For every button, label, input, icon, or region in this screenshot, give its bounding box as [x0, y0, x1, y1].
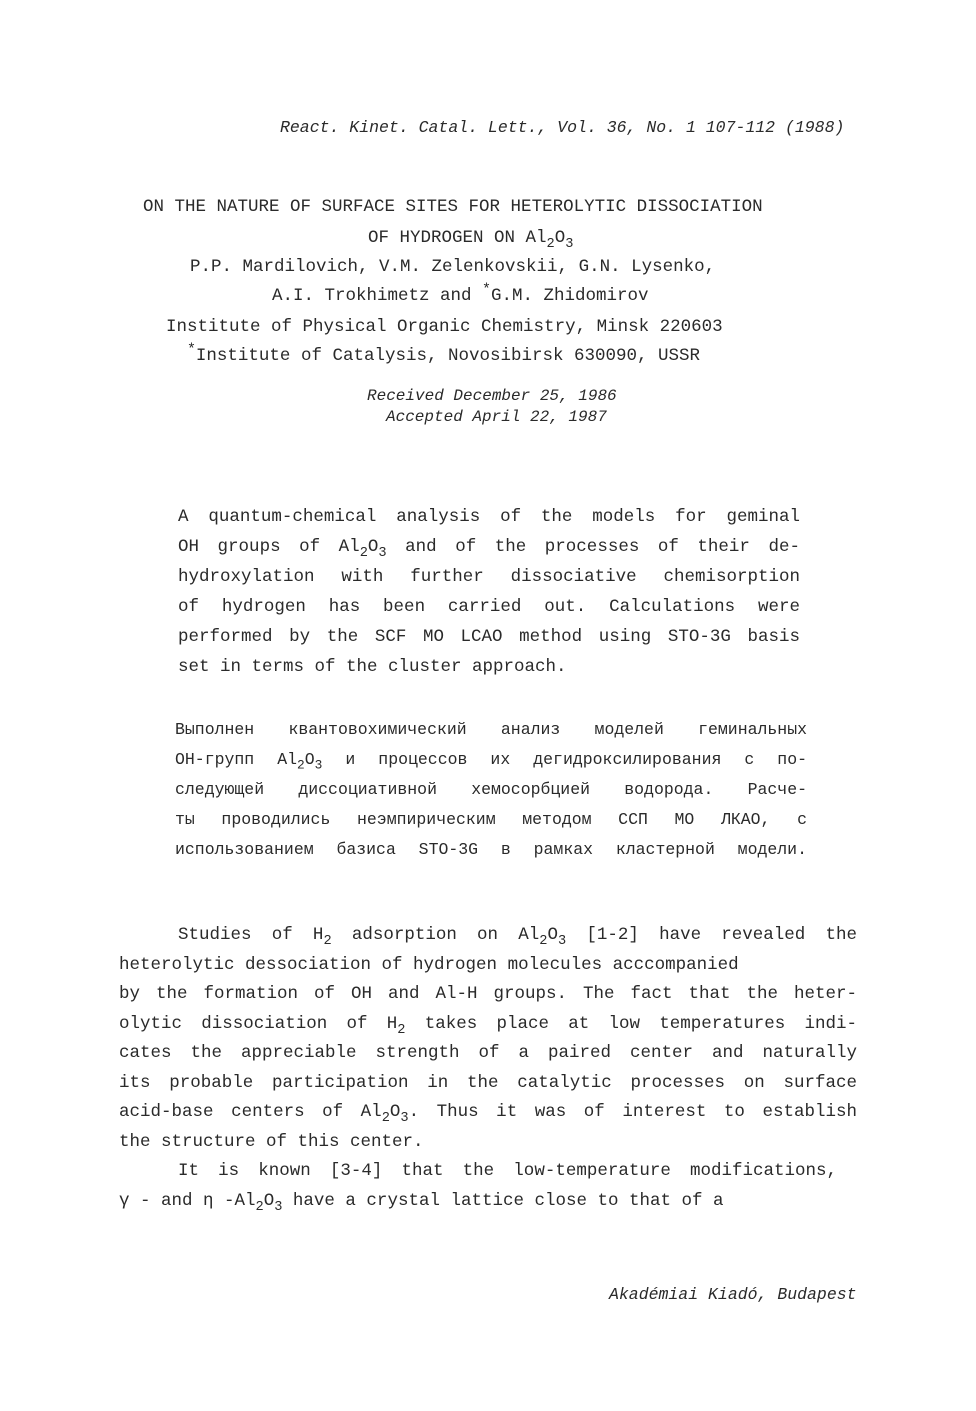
- abstract-russian: Выполнен квантовохимический анализ моделей геминальных ОН-групп $Al_2O_3$ и процессов их дегидроксилирования с по- следующей диссоциативной хемосорбцией водорода. Расче- ты проводились неэмпирическим методом ССП МО ЛКАО, с использованием базиса STO-3G в рамках кластерной модели.: [175, 720, 807, 859]
- authors-line1: P.P. Mardilovich, V.M. Zelenkovskii, G.N. Lysenko,: [190, 257, 716, 277]
- abstract-english: A quantum-chemical analysis of the models for geminal OH groups of $Al_2O_3$ and of the processes of their de- hydroxylation with further dissociative chemisorption of hydrogen has been carried out. Calculations were performed by the SCF MO LCAO method using STO-3G basis set in terms of the cluster approach.: [178, 507, 800, 677]
- accepted-date: Accepted April 22, 1987: [386, 408, 607, 426]
- affiliation-line2: *Institute of Catalysis, Novosibirsk 630090, USSR: [187, 342, 701, 366]
- affiliation-line1: Institute of Physical Organic Chemistry, Minsk 220603: [166, 317, 723, 337]
- body-paragraph-1: Studies of $H_2$ adsorption on $Al_2O_3$ [1-2] have revealed the heterolytic dessociation of hydrogen molecules acccompanied by the formation of OH and Al-H groups. The fact that the heter- olytic dissociation of $H_2$ takes place at low temperatures indi- cates the appreciable strength of a paired center and naturally its probable participation in the catalytic processes on surface acid-base centers of $Al_2O_3$. Thus it was of interest to establish the structure of this center.: [119, 925, 858, 1152]
- body-paragraph-2: It is known [3-4] that the low-temperature modifications, γ - and η $-Al_2O_3$ have a crystal lattice close to that of a: [119, 1161, 837, 1215]
- paper-title-line1: ON THE NATURE OF SURFACE SITES FOR HETEROLYTIC DISSOCIATION: [143, 197, 763, 217]
- journal-citation: React. Kinet. Catal. Lett., Vol. 36, No. 1 107-112 (1988): [280, 118, 845, 137]
- publisher-footer: Akadémiai Kiadó, Budapest: [609, 1285, 857, 1304]
- paper-title-line2: OF HYDROGEN ON $Al_2O_3$: [368, 228, 574, 252]
- received-date: Received December 25, 1986: [367, 387, 617, 405]
- authors-line2: A.I. Trokhimetz and *G.M. Zhidomirov: [272, 282, 649, 306]
